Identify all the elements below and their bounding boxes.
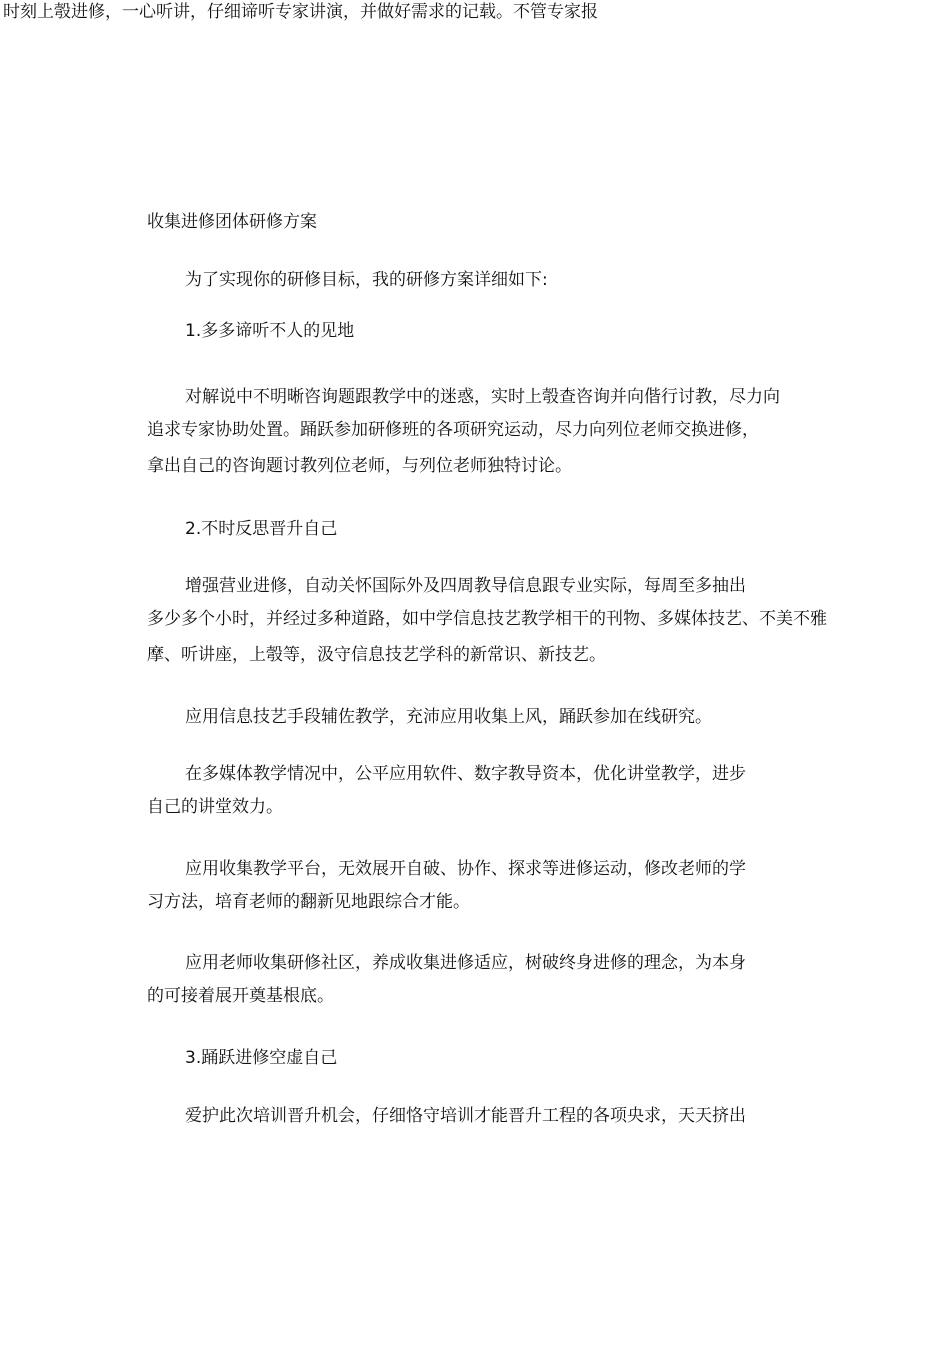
section-2-paragraph-4-line: 习方法，培育老师的翻新见地跟综合才能。 bbox=[147, 892, 470, 912]
top-text-fragment: 时刻上彀进修，一心听讲，仔细谛听专家讲演，并做好需求的记载。不管专家报 bbox=[3, 2, 598, 22]
document-title: 收集进修团体研修方案 bbox=[147, 212, 317, 232]
section-2-paragraph-4-line: 应用收集教学平台，无效展开自破、协作、探求等进修运动，修改老师的学 bbox=[185, 859, 746, 879]
section-1-heading: 1.多多谛听不人的见地 bbox=[185, 321, 355, 341]
section-2-paragraph-5-line: 应用老师收集研修社区，养成收集进修适应，树破终身进修的理念，为本身 bbox=[185, 953, 746, 973]
section-2-heading: 2.不时反思晋升自己 bbox=[185, 519, 338, 539]
section-1-paragraph-line: 对解说中不明晰咨询题跟教学中的迷惑，实时上彀查咨询并向偕行讨教，尽力向 bbox=[185, 387, 780, 407]
section-2-paragraph-2-line: 应用信息技艺手段辅佐教学，充沛应用收集上风，踊跃参加在线研究。 bbox=[185, 707, 712, 727]
section-2-paragraph-3-line: 自己的讲堂效力。 bbox=[147, 797, 283, 817]
section-1-paragraph-line: 拿出自己的咨询题讨教列位老师，与列位老师独特讨论。 bbox=[147, 456, 572, 476]
section-3-heading: 3.踊跃进修空虚自己 bbox=[185, 1048, 338, 1068]
section-2-paragraph-1-line: 摩、听讲座，上彀等，汲守信息技艺学科的新常识、新技艺。 bbox=[147, 645, 606, 665]
section-1-paragraph-line: 追求专家协助处置。踊跃参加研修班的各项研究运动，尽力向列位老师交换进修， bbox=[147, 420, 759, 440]
section-2-paragraph-3-line: 在多媒体教学情况中，公平应用软件、数字教导资本，优化讲堂教学，进步 bbox=[185, 764, 746, 784]
section-2-paragraph-1-line: 多少多个小时，并经过多种道路，如中学信息技艺教学相干的刊物、多媒体技艺、不美不雅 bbox=[147, 609, 827, 629]
section-2-paragraph-5-line: 的可接着展开奠基根底。 bbox=[147, 986, 334, 1006]
section-2-paragraph-1-line: 增强营业进修，自动关怀国际外及四周教导信息跟专业实际，每周至多抽出 bbox=[185, 576, 746, 596]
intro-paragraph: 为了实现你的研修目标，我的研修方案详细如下: bbox=[185, 270, 548, 290]
section-3-paragraph-line: 爱护此次培训晋升机会，仔细恪守培训才能晋升工程的各项央求，天天挤出 bbox=[185, 1106, 746, 1126]
